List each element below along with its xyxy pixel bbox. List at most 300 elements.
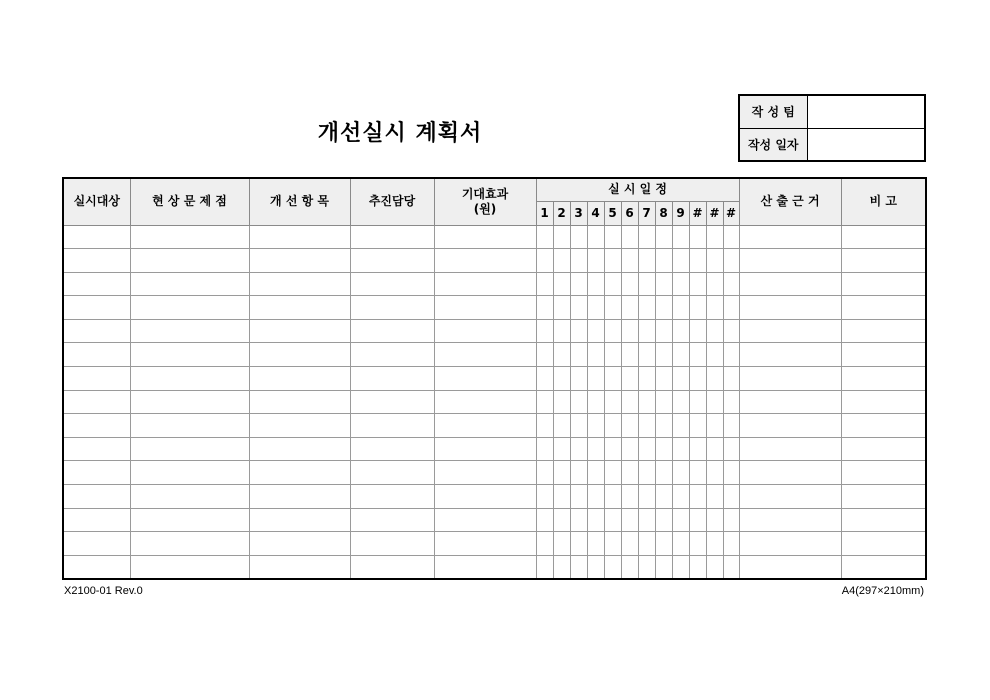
- table-cell[interactable]: [536, 367, 553, 391]
- table-cell[interactable]: [553, 296, 570, 320]
- table-cell[interactable]: [130, 461, 249, 485]
- table-cell[interactable]: [706, 390, 723, 414]
- table-cell[interactable]: [63, 414, 130, 438]
- table-cell[interactable]: [706, 367, 723, 391]
- table-cell[interactable]: [604, 367, 621, 391]
- table-cell[interactable]: [63, 272, 130, 296]
- table-cell[interactable]: [638, 225, 655, 249]
- table-cell[interactable]: [350, 319, 434, 343]
- table-cell[interactable]: [587, 437, 604, 461]
- table-cell[interactable]: [621, 485, 638, 509]
- table-cell[interactable]: [638, 555, 655, 579]
- table-cell[interactable]: [723, 367, 739, 391]
- table-cell[interactable]: [434, 461, 536, 485]
- table-cell[interactable]: [130, 296, 249, 320]
- table-cell[interactable]: [570, 296, 587, 320]
- table-cell[interactable]: [249, 532, 350, 556]
- table-cell[interactable]: [739, 508, 841, 532]
- table-cell[interactable]: [672, 390, 689, 414]
- table-cell[interactable]: [553, 414, 570, 438]
- table-cell[interactable]: [553, 461, 570, 485]
- table-cell[interactable]: [570, 437, 587, 461]
- table-cell[interactable]: [249, 319, 350, 343]
- table-cell[interactable]: [672, 555, 689, 579]
- table-cell[interactable]: [655, 296, 672, 320]
- table-cell[interactable]: [621, 343, 638, 367]
- table-cell[interactable]: [655, 437, 672, 461]
- table-cell[interactable]: [63, 249, 130, 273]
- table-cell[interactable]: [672, 225, 689, 249]
- table-cell[interactable]: [689, 555, 706, 579]
- table-cell[interactable]: [536, 343, 553, 367]
- table-cell[interactable]: [350, 461, 434, 485]
- table-cell[interactable]: [672, 414, 689, 438]
- table-cell[interactable]: [638, 272, 655, 296]
- document-title: 개선실시 계획서: [317, 121, 483, 146]
- table-cell[interactable]: [655, 485, 672, 509]
- table-cell[interactable]: [350, 508, 434, 532]
- table-cell[interactable]: [723, 272, 739, 296]
- table-cell[interactable]: [604, 390, 621, 414]
- table-cell[interactable]: [434, 272, 536, 296]
- table-cell[interactable]: [655, 343, 672, 367]
- table-cell[interactable]: [249, 555, 350, 579]
- table-cell[interactable]: [739, 390, 841, 414]
- table-cell[interactable]: [706, 249, 723, 273]
- table-cell[interactable]: [739, 437, 841, 461]
- table-cell[interactable]: [689, 296, 706, 320]
- table-cell[interactable]: [536, 296, 553, 320]
- table-cell[interactable]: [553, 343, 570, 367]
- table-cell[interactable]: [350, 437, 434, 461]
- table-row: [63, 225, 926, 249]
- table-cell[interactable]: [841, 390, 926, 414]
- table-cell[interactable]: [621, 461, 638, 485]
- table-cell[interactable]: [841, 437, 926, 461]
- table-cell[interactable]: [723, 390, 739, 414]
- table-cell[interactable]: [723, 437, 739, 461]
- table-cell[interactable]: [536, 485, 553, 509]
- table-cell[interactable]: [130, 390, 249, 414]
- table-cell[interactable]: [63, 319, 130, 343]
- table-cell[interactable]: [536, 532, 553, 556]
- table-cell[interactable]: [130, 367, 249, 391]
- table-cell[interactable]: [249, 461, 350, 485]
- table-cell[interactable]: [723, 296, 739, 320]
- table-cell[interactable]: [638, 461, 655, 485]
- table-cell[interactable]: [689, 272, 706, 296]
- table-cell[interactable]: [739, 225, 841, 249]
- table-cell[interactable]: [570, 225, 587, 249]
- table-cell[interactable]: [587, 367, 604, 391]
- table-cell[interactable]: [739, 414, 841, 438]
- table-cell[interactable]: [587, 414, 604, 438]
- table-cell[interactable]: [723, 225, 739, 249]
- table-cell[interactable]: [553, 272, 570, 296]
- table-cell[interactable]: [553, 555, 570, 579]
- table-cell[interactable]: [706, 532, 723, 556]
- table-cell[interactable]: [638, 508, 655, 532]
- table-cell[interactable]: [841, 343, 926, 367]
- table-cell[interactable]: [689, 461, 706, 485]
- table-cell[interactable]: [553, 367, 570, 391]
- table-cell[interactable]: [63, 296, 130, 320]
- table-cell[interactable]: [587, 225, 604, 249]
- table-cell[interactable]: [689, 485, 706, 509]
- table-cell[interactable]: [249, 414, 350, 438]
- table-cell[interactable]: [655, 249, 672, 273]
- table-cell[interactable]: [536, 390, 553, 414]
- table-cell[interactable]: [249, 249, 350, 273]
- table-cell[interactable]: [536, 437, 553, 461]
- table-cell[interactable]: [434, 555, 536, 579]
- table-cell[interactable]: [536, 272, 553, 296]
- table-cell[interactable]: [689, 367, 706, 391]
- table-cell[interactable]: [706, 485, 723, 509]
- table-cell[interactable]: [655, 461, 672, 485]
- table-cell[interactable]: [706, 225, 723, 249]
- table-cell[interactable]: [621, 437, 638, 461]
- table-cell[interactable]: [350, 485, 434, 509]
- schedule-day-header: 2: [553, 201, 570, 225]
- table-cell[interactable]: [434, 437, 536, 461]
- table-cell[interactable]: [655, 367, 672, 391]
- table-cell[interactable]: [587, 343, 604, 367]
- table-cell[interactable]: [63, 437, 130, 461]
- table-cell[interactable]: [570, 319, 587, 343]
- table-cell[interactable]: [570, 461, 587, 485]
- table-cell[interactable]: [350, 272, 434, 296]
- table-cell[interactable]: [655, 225, 672, 249]
- table-cell[interactable]: [63, 555, 130, 579]
- team-field[interactable]: [807, 95, 925, 128]
- table-cell[interactable]: [706, 555, 723, 579]
- table-cell[interactable]: [553, 319, 570, 343]
- table-cell[interactable]: [672, 343, 689, 367]
- table-cell[interactable]: [841, 508, 926, 532]
- table-cell[interactable]: [621, 249, 638, 273]
- table-cell[interactable]: [350, 296, 434, 320]
- table-cell[interactable]: [723, 319, 739, 343]
- table-cell[interactable]: [587, 555, 604, 579]
- table-cell[interactable]: [434, 343, 536, 367]
- table-cell[interactable]: [553, 249, 570, 273]
- table-cell[interactable]: [63, 390, 130, 414]
- table-cell[interactable]: [553, 437, 570, 461]
- table-cell[interactable]: [739, 532, 841, 556]
- table-cell[interactable]: [249, 272, 350, 296]
- table-cell[interactable]: [841, 225, 926, 249]
- table-cell[interactable]: [621, 272, 638, 296]
- table-cell[interactable]: [841, 461, 926, 485]
- table-cell[interactable]: [350, 555, 434, 579]
- table-cell[interactable]: [604, 414, 621, 438]
- table-cell[interactable]: [350, 532, 434, 556]
- table-cell[interactable]: [570, 272, 587, 296]
- table-row: [63, 532, 926, 556]
- table-cell[interactable]: [130, 532, 249, 556]
- table-cell[interactable]: [350, 343, 434, 367]
- table-cell[interactable]: [672, 508, 689, 532]
- table-cell[interactable]: [638, 437, 655, 461]
- date-field[interactable]: [807, 128, 925, 161]
- table-cell[interactable]: [350, 249, 434, 273]
- table-cell[interactable]: [434, 532, 536, 556]
- table-cell[interactable]: [723, 461, 739, 485]
- table-cell[interactable]: [553, 485, 570, 509]
- table-cell[interactable]: [63, 367, 130, 391]
- table-cell[interactable]: [739, 485, 841, 509]
- table-cell[interactable]: [723, 532, 739, 556]
- table-cell[interactable]: [638, 485, 655, 509]
- table-cell[interactable]: [434, 367, 536, 391]
- table-cell[interactable]: [604, 461, 621, 485]
- table-cell[interactable]: [587, 461, 604, 485]
- table-cell[interactable]: [604, 508, 621, 532]
- table-cell[interactable]: [655, 508, 672, 532]
- table-cell[interactable]: [130, 272, 249, 296]
- table-cell[interactable]: [604, 437, 621, 461]
- table-cell[interactable]: [249, 225, 350, 249]
- table-cell[interactable]: [553, 225, 570, 249]
- table-cell[interactable]: [638, 414, 655, 438]
- table-cell[interactable]: [621, 319, 638, 343]
- table-cell[interactable]: [689, 343, 706, 367]
- table-cell[interactable]: [63, 485, 130, 509]
- table-cell[interactable]: [587, 532, 604, 556]
- table-cell[interactable]: [841, 272, 926, 296]
- table-cell[interactable]: [536, 508, 553, 532]
- schedule-day-header: 6: [621, 201, 638, 225]
- table-cell[interactable]: [621, 367, 638, 391]
- table-cell[interactable]: [249, 390, 350, 414]
- table-cell[interactable]: [655, 555, 672, 579]
- table-cell[interactable]: [706, 296, 723, 320]
- table-cell[interactable]: [689, 319, 706, 343]
- table-cell[interactable]: [570, 367, 587, 391]
- table-cell[interactable]: [672, 367, 689, 391]
- table-cell[interactable]: [434, 414, 536, 438]
- table-cell[interactable]: [841, 367, 926, 391]
- table-cell[interactable]: [587, 296, 604, 320]
- table-cell[interactable]: [434, 319, 536, 343]
- table-cell[interactable]: [434, 485, 536, 509]
- table-cell[interactable]: [570, 508, 587, 532]
- table-row: [63, 555, 926, 579]
- table-cell[interactable]: [249, 296, 350, 320]
- table-cell[interactable]: [63, 225, 130, 249]
- table-cell[interactable]: [130, 555, 249, 579]
- table-cell[interactable]: [723, 414, 739, 438]
- table-cell[interactable]: [706, 437, 723, 461]
- table-cell[interactable]: [604, 225, 621, 249]
- table-cell[interactable]: [570, 532, 587, 556]
- table-cell[interactable]: [621, 414, 638, 438]
- table-row: [63, 414, 926, 438]
- table-cell[interactable]: [434, 225, 536, 249]
- table-cell[interactable]: [63, 532, 130, 556]
- table-cell[interactable]: [621, 296, 638, 320]
- table-cell[interactable]: [723, 508, 739, 532]
- table-cell[interactable]: [689, 508, 706, 532]
- table-cell[interactable]: [587, 508, 604, 532]
- table-cell[interactable]: [672, 249, 689, 273]
- table-cell[interactable]: [739, 367, 841, 391]
- table-cell[interactable]: [249, 437, 350, 461]
- table-cell[interactable]: [587, 485, 604, 509]
- table-cell[interactable]: [841, 485, 926, 509]
- table-cell[interactable]: [570, 485, 587, 509]
- table-cell[interactable]: [434, 508, 536, 532]
- table-cell[interactable]: [739, 296, 841, 320]
- table-cell[interactable]: [130, 225, 249, 249]
- table-cell[interactable]: [587, 390, 604, 414]
- table-cell[interactable]: [638, 249, 655, 273]
- table-cell[interactable]: [434, 249, 536, 273]
- table-cell[interactable]: [638, 390, 655, 414]
- table-cell[interactable]: [739, 272, 841, 296]
- table-cell[interactable]: [723, 555, 739, 579]
- table-cell[interactable]: [604, 532, 621, 556]
- table-cell[interactable]: [249, 485, 350, 509]
- table-cell[interactable]: [706, 319, 723, 343]
- table-cell[interactable]: [130, 319, 249, 343]
- table-cell[interactable]: [434, 390, 536, 414]
- table-cell[interactable]: [723, 485, 739, 509]
- table-cell[interactable]: [350, 390, 434, 414]
- table-cell[interactable]: [655, 532, 672, 556]
- table-cell[interactable]: [536, 414, 553, 438]
- table-cell[interactable]: [570, 390, 587, 414]
- table-cell[interactable]: [723, 343, 739, 367]
- table-cell[interactable]: [706, 508, 723, 532]
- table-cell[interactable]: [536, 319, 553, 343]
- table-cell[interactable]: [536, 555, 553, 579]
- table-cell[interactable]: [350, 225, 434, 249]
- table-cell[interactable]: [587, 319, 604, 343]
- table-cell[interactable]: [689, 249, 706, 273]
- table-cell[interactable]: [553, 390, 570, 414]
- table-cell[interactable]: [689, 532, 706, 556]
- table-cell[interactable]: [689, 437, 706, 461]
- table-cell[interactable]: [621, 532, 638, 556]
- table-cell[interactable]: [130, 485, 249, 509]
- table-cell[interactable]: [536, 461, 553, 485]
- table-cell[interactable]: [841, 532, 926, 556]
- table-cell[interactable]: [841, 319, 926, 343]
- table-cell[interactable]: [672, 296, 689, 320]
- table-cell[interactable]: [63, 461, 130, 485]
- table-cell[interactable]: [621, 555, 638, 579]
- table-cell[interactable]: [638, 367, 655, 391]
- table-cell[interactable]: [655, 319, 672, 343]
- table-cell[interactable]: [130, 437, 249, 461]
- table-cell[interactable]: [63, 343, 130, 367]
- table-cell[interactable]: [434, 296, 536, 320]
- table-cell[interactable]: [706, 272, 723, 296]
- table-cell[interactable]: [689, 225, 706, 249]
- table-cell[interactable]: [638, 343, 655, 367]
- table-cell[interactable]: [130, 343, 249, 367]
- table-cell[interactable]: [587, 249, 604, 273]
- header-remarks: 비 고: [841, 178, 926, 225]
- table-cell[interactable]: [672, 437, 689, 461]
- table-cell[interactable]: [739, 461, 841, 485]
- table-cell[interactable]: [536, 249, 553, 273]
- table-cell[interactable]: [672, 532, 689, 556]
- table-cell[interactable]: [63, 508, 130, 532]
- table-cell[interactable]: [604, 272, 621, 296]
- table-cell[interactable]: [706, 414, 723, 438]
- table-cell[interactable]: [604, 485, 621, 509]
- table-row: [63, 249, 926, 273]
- table-cell[interactable]: [739, 319, 841, 343]
- table-cell[interactable]: [570, 414, 587, 438]
- table-cell[interactable]: [655, 272, 672, 296]
- table-cell[interactable]: [570, 343, 587, 367]
- table-cell[interactable]: [841, 249, 926, 273]
- table-cell[interactable]: [130, 249, 249, 273]
- table-row: [63, 296, 926, 320]
- table-cell[interactable]: [130, 508, 249, 532]
- table-cell[interactable]: [604, 555, 621, 579]
- table-cell[interactable]: [604, 343, 621, 367]
- table-cell[interactable]: [130, 414, 249, 438]
- table-cell[interactable]: [536, 225, 553, 249]
- table-cell[interactable]: [739, 249, 841, 273]
- table-cell[interactable]: [672, 319, 689, 343]
- table-cell[interactable]: [706, 343, 723, 367]
- table-cell[interactable]: [249, 343, 350, 367]
- table-cell[interactable]: [249, 367, 350, 391]
- table-cell[interactable]: [553, 532, 570, 556]
- table-cell[interactable]: [706, 461, 723, 485]
- table-cell[interactable]: [587, 272, 604, 296]
- table-cell[interactable]: [655, 390, 672, 414]
- table-cell[interactable]: [570, 249, 587, 273]
- table-cell[interactable]: [350, 367, 434, 391]
- schedule-day-header: 5: [604, 201, 621, 225]
- table-cell[interactable]: [723, 249, 739, 273]
- header-target: 실시대상: [63, 178, 130, 225]
- table-cell[interactable]: [621, 508, 638, 532]
- table-cell[interactable]: [621, 390, 638, 414]
- table-cell[interactable]: [739, 555, 841, 579]
- table-cell[interactable]: [638, 296, 655, 320]
- table-cell[interactable]: [570, 555, 587, 579]
- table-cell[interactable]: [604, 319, 621, 343]
- table-cell[interactable]: [841, 296, 926, 320]
- table-cell[interactable]: [739, 343, 841, 367]
- schedule-day-header: 7: [638, 201, 655, 225]
- table-cell[interactable]: [604, 296, 621, 320]
- table-cell[interactable]: [672, 272, 689, 296]
- table-cell[interactable]: [350, 414, 434, 438]
- table-cell[interactable]: [249, 508, 350, 532]
- table-cell[interactable]: [841, 414, 926, 438]
- table-cell[interactable]: [604, 249, 621, 273]
- table-cell[interactable]: [638, 532, 655, 556]
- table-cell[interactable]: [689, 414, 706, 438]
- table-cell[interactable]: [553, 508, 570, 532]
- table-cell[interactable]: [638, 319, 655, 343]
- table-cell[interactable]: [672, 461, 689, 485]
- table-cell[interactable]: [672, 485, 689, 509]
- table-cell[interactable]: [655, 414, 672, 438]
- table-cell[interactable]: [689, 390, 706, 414]
- table-cell[interactable]: [621, 225, 638, 249]
- table-cell[interactable]: [841, 555, 926, 579]
